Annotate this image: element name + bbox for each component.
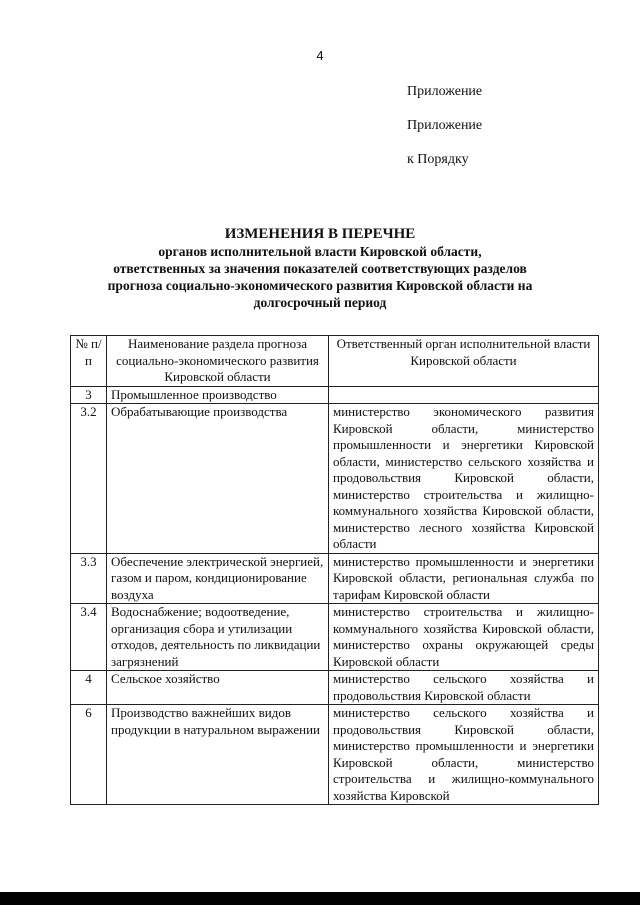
row-responsible — [329, 386, 599, 404]
row-num: 3.4 — [71, 604, 107, 671]
row-section: Водоснабжение; водоотведение, организация сбора и утилизации отходов, деятельность по ликвидации загрязнений — [107, 604, 329, 671]
row-section: Производство важнейших видов продукции в натуральном выражении — [107, 705, 329, 805]
row-responsible: министерство строительства и жилищно-коммунального хозяйства Кировской области, министерство охраны окружающей среды Кировской области — [329, 604, 599, 671]
header-responsible: Ответственный орган исполнительной власти Кировской области — [329, 336, 599, 387]
table-row — [71, 404, 599, 554]
title-line-2: ответственных за значения показателей соответствующих разделов — [113, 261, 527, 276]
table-row — [71, 553, 599, 604]
table-row — [71, 386, 599, 404]
row-responsible: министерство сельского хозяйства и продовольствия Кировской области — [329, 671, 599, 705]
scan-edge-band — [0, 892, 640, 905]
row-num: 6 — [71, 705, 107, 805]
changes-table — [70, 335, 599, 805]
title-main: ИЗМЕНЕНИЯ В ПЕРЕЧНЕ — [224, 226, 416, 242]
page-number: 4 — [316, 48, 324, 63]
table-row — [71, 604, 599, 671]
title-line-3: прогноза социально-экономического развития Кировской области на — [107, 278, 533, 293]
row-section: Сельское хозяйство — [107, 671, 329, 705]
table-row — [71, 705, 599, 805]
appendix-line-3: к Порядку — [407, 152, 469, 167]
row-num: 3.3 — [71, 553, 107, 604]
row-section: Промышленное производство — [107, 386, 329, 404]
title-line-1: органов исполнительной власти Кировской области, — [158, 244, 482, 259]
document-title — [60, 226, 580, 311]
header-section: Наименование раздела прогноза социально-экономического развития Кировской области — [107, 336, 329, 387]
row-responsible: министерство экономического развития Кировской области, министерство промышленности и энергетики Кировской области, министерство сельского хозяйства и продовольствия Кировской области, министерство строительства и жилищно-коммунального хозяйства Кировской области, министерство лесного хозяйства Кировской области — [329, 404, 599, 554]
header-num: № п/п — [71, 336, 107, 387]
table-row — [71, 671, 599, 705]
appendix-line-1: Приложение — [407, 84, 483, 99]
row-responsible: министерство сельского хозяйства и продовольствия Кировской области, министерство промышленности и энергетики Кировской области, министерство строительства и жилищно-коммунального хозяйства Кировской — [329, 705, 599, 805]
row-num: 3.2 — [71, 404, 107, 554]
row-section: Обрабатывающие производства — [107, 404, 329, 554]
row-responsible: министерство промышленности и энергетики Кировской области, региональная служба по тарифам Кировской области — [329, 553, 599, 604]
row-num: 4 — [71, 671, 107, 705]
appendix-line-2: Приложение — [407, 118, 483, 133]
title-line-4: долгосрочный период — [253, 295, 387, 310]
row-num: 3 — [71, 386, 107, 404]
table-header-row — [71, 336, 599, 387]
row-section: Обеспечение электрической энергией, газом и паром, кондиционирование воздуха — [107, 553, 329, 604]
